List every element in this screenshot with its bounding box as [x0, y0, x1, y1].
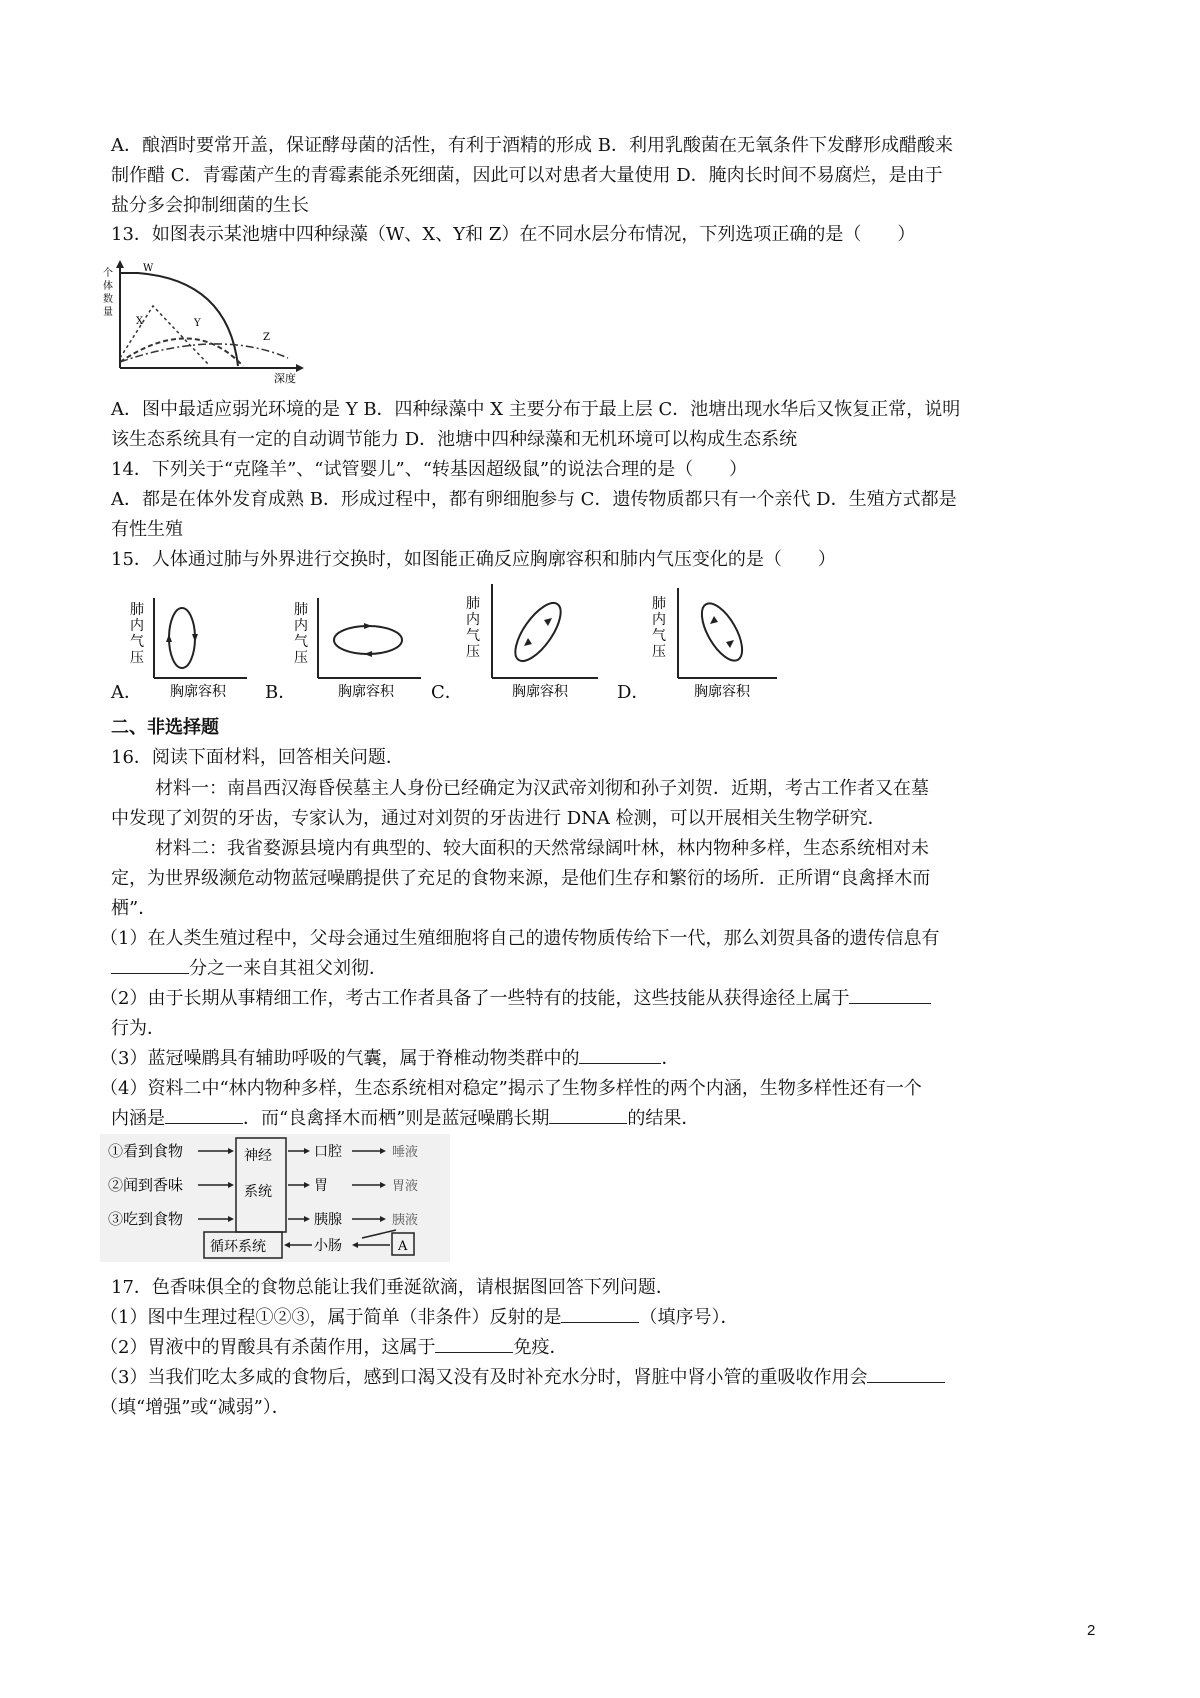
label-w: W — [143, 263, 154, 274]
y-label-char-4: 量 — [103, 307, 113, 318]
q17-part-3-line-1 — [100, 1365, 945, 1391]
graph-d-y-char-4: 压 — [652, 644, 666, 660]
q13-stem: 13．如图表示某池塘中四种绿藻（W、X、Y和 Z）在不同水层分布情况，下列选项正确的是（ ） — [111, 224, 916, 245]
nervous-system-label-1: 神经 — [244, 1148, 272, 1164]
q14-option-line-1: A．都是在体外发育成熟 B．形成过程中，都有卵细胞参与 C．遗传物质都只有一个亲代 D．生殖方式都是 — [111, 489, 957, 510]
q16-material-1-line-2: 中发现了刘贺的牙齿，专家认为，通过对刘贺的牙齿进行 DNA 检测，可以开展相关生物学研究． — [111, 808, 886, 829]
graph-c-y-char-4: 压 — [466, 644, 480, 660]
juice-pancreatic: 胰液 — [392, 1213, 419, 1228]
graph-d-y-char-2: 内 — [652, 612, 666, 628]
q16-part-2-line-2: 行为． — [111, 1018, 165, 1039]
juice-saliva: 唾液 — [392, 1145, 419, 1160]
stimulus-1: ①看到食物 — [108, 1142, 184, 1160]
q14-stem: 14．下列关于“克隆羊”、“试管婴儿”、“转基因超级鼠”的说法合理的是（ ） — [111, 459, 748, 480]
q15-graph-b — [286, 592, 426, 702]
graph-a-y-char-1: 肺 — [130, 602, 144, 618]
q16-stem: 16．阅读下面材料，回答相关问题． — [111, 747, 404, 768]
y-label-char-2: 体 — [103, 281, 113, 292]
q16-part-1-line-1: （1）在人类生殖过程中，父母会通过生殖细胞将自己的遗传物质传给下一代，那么刘贺具备的遗传信息有 — [100, 928, 940, 949]
graph-a-y-char-3: 气 — [130, 634, 144, 650]
graph-b-y-char-4: 压 — [294, 650, 308, 666]
graph-a-x-label: 胸廓容积 — [170, 684, 226, 700]
organ-stomach: 胃 — [314, 1178, 328, 1194]
graph-b-y-char-1: 肺 — [294, 602, 308, 618]
q16-part-4-text-c: 的结果． — [627, 1108, 700, 1129]
answer-blank[interactable] — [561, 1305, 639, 1323]
q15-stem: 15．人体通过肺与外界进行交换时，如图能正确反应胸廓容积和肺内气压变化的是（ ） — [111, 549, 836, 570]
q16-part-3-tail: ． — [661, 1048, 680, 1069]
q17-part-1-tail: （填序号）． — [639, 1307, 739, 1328]
q16-part-4-text-a: 内涵是 — [111, 1108, 165, 1129]
label-z: Z — [263, 332, 270, 343]
q16-material-2-line-3: 栖”． — [111, 898, 157, 919]
graph-b-y-char-2: 内 — [294, 618, 308, 634]
q17-part-2-tail: 免疫． — [513, 1337, 568, 1358]
q16-material-1-line-1: 材料一：南昌西汉海昏侯墓主人身份已经确定为汉武帝刘彻和孙子刘贺．近期，考古工作者又在墓 — [155, 778, 929, 799]
label-y: Y — [194, 318, 201, 329]
answer-blank[interactable] — [435, 1335, 513, 1353]
answer-blank[interactable] — [549, 1106, 627, 1124]
stimulus-2: ②闻到香味 — [108, 1176, 184, 1194]
q17-part-1-line — [100, 1305, 738, 1331]
q16-part-1-tail: 分之一来自其祖父刘彻． — [189, 958, 387, 979]
q17-part-2-line — [100, 1335, 567, 1361]
small-intestine-label: 小肠 — [314, 1238, 342, 1254]
graph-d-y-char-3: 气 — [652, 628, 666, 644]
curve-z — [120, 344, 288, 362]
q16-material-2-line-2: 定，为世界级濒危动物蓝冠噪鹛提供了充足的食物来源，是他们生存和繁衍的场所．正所谓“良禽择木而 — [111, 868, 931, 889]
q16-part-1-line-2 — [111, 956, 387, 982]
circulatory-system-label: 循环系统 — [210, 1239, 266, 1255]
answer-blank[interactable] — [849, 986, 931, 1004]
graph-a-y-char-2: 内 — [130, 618, 144, 634]
q16-material-2-line-1: 材料二：我省婺源县境内有典型的、较大面积的天然常绿阔叶林，林内物种多样，生态系统相对未 — [155, 838, 929, 859]
q16-part-4-line-2 — [111, 1106, 699, 1132]
answer-blank[interactable] — [867, 1365, 945, 1383]
q16-part-4-line-1: （4）资料二中“林内物种多样，生态系统相对稳定”揭示了生物多样性的两个内涵，生物多样性还有一个 — [100, 1078, 922, 1099]
q15-graph-c — [456, 578, 606, 700]
organ-pancreas: 胰腺 — [314, 1212, 342, 1228]
q16-part-4-text-b: ．而“良禽择木而栖”则是蓝冠噪鹛长期 — [243, 1108, 550, 1129]
answer-blank[interactable] — [579, 1046, 661, 1064]
label-x: X — [136, 316, 144, 327]
q17-stem: 17．色香味俱全的食物总能让我们垂涎欲滴，请根据图回答下列问题． — [111, 1277, 674, 1298]
nervous-system-label-2: 系统 — [244, 1184, 272, 1200]
curve-x — [120, 306, 208, 364]
q16-part-2-text: （2）由于长期从事精细工作，考古工作者具备了一些特有的技能，这些技能从获得途径上属于 — [100, 988, 850, 1009]
graph-c-y-char-1: 肺 — [466, 596, 480, 612]
answer-blank[interactable] — [111, 956, 189, 974]
graph-b-x-label: 胸廓容积 — [338, 684, 394, 700]
x-label: 深度 — [274, 372, 296, 385]
q17-part-3-text: （3）当我们吃太多咸的食物后，感到口渴又没有及时补充水分时，肾脏中肾小管的重吸收作用会 — [100, 1367, 868, 1388]
curve-y — [120, 338, 243, 366]
graph-d-y-char-1: 肺 — [652, 596, 666, 612]
organ-mouth: 口腔 — [314, 1144, 342, 1160]
box-a-label: A — [398, 1239, 408, 1254]
q16-part-3-text: （3）蓝冠噪鹛具有辅助呼吸的气囊，属于脊椎动物类群中的 — [100, 1048, 580, 1069]
answer-blank[interactable] — [165, 1106, 243, 1124]
q16-part-3-line — [100, 1046, 679, 1072]
q15-graph-a — [122, 592, 252, 702]
q12-option-line-3: 盐分多会抑制细菌的生长 — [111, 195, 309, 216]
graph-c-x-label: 胸廓容积 — [512, 684, 568, 700]
y-label-char-1: 个 — [103, 268, 113, 279]
page-number: 2 — [1087, 1622, 1096, 1639]
graph-b-y-char-3: 气 — [294, 634, 308, 650]
graph-c-y-char-2: 内 — [466, 612, 480, 628]
q12-option-line-1: A．酿酒时要常开盖，保证酵母菌的活性，有利于酒精的形成 B．利用乳酸菌在无氧条件下发酵形成醋酸来 — [111, 135, 953, 156]
q15-option-b-label: B． — [265, 682, 297, 703]
graph-d-x-label: 胸廓容积 — [694, 684, 750, 700]
q13-option-line-1: A．图中最适应弱光环境的是 Y B．四种绿藻中 X 主要分布于最上层 C．池塘出现水华后又恢复正常，说明 — [111, 399, 961, 420]
graph-c-y-char-3: 气 — [466, 628, 480, 644]
q13-option-line-2: 该生态系统具有一定的自动调节能力 D．池塘中四种绿藻和无机环境可以构成生态系统 — [111, 429, 798, 450]
q16-part-2-line-1 — [100, 986, 931, 1012]
graph-a-y-char-4: 压 — [130, 650, 144, 666]
q15-graph-d — [642, 582, 782, 700]
q13-algae-distribution-figure — [98, 258, 318, 386]
q12-option-line-2: 制作醋 C．青霉菌产生的青霉素能杀死细菌，因此可以对患者大量使用 D．腌肉长时间不易腐烂，是由于 — [111, 165, 943, 186]
q17-part-3-line-2: （填“增强”或“减弱”）． — [100, 1397, 290, 1418]
q17-digestion-flow-diagram — [100, 1134, 450, 1262]
q17-part-2-text: （2）胃液中的胃酸具有杀菌作用，这属于 — [100, 1337, 436, 1358]
stimulus-3: ③吃到食物 — [108, 1210, 184, 1228]
q15-option-c-label: C． — [431, 682, 463, 703]
q17-part-1-text: （1）图中生理过程①②③，属于简单（非条件）反射的是 — [100, 1307, 562, 1328]
y-label-char-3: 数 — [103, 294, 113, 305]
q14-option-line-2: 有性生殖 — [111, 519, 183, 540]
q15-option-a-label: A． — [111, 682, 142, 703]
q15-option-d-label: D． — [617, 682, 650, 703]
juice-gastric: 胃液 — [392, 1179, 419, 1194]
section-heading: 二、非选择题 — [111, 717, 219, 738]
